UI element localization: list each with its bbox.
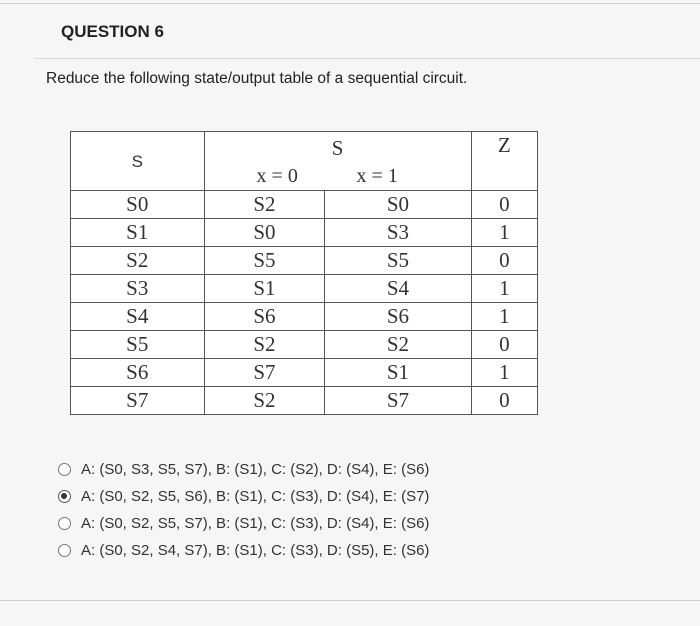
present-state-cell: S4 — [71, 303, 205, 331]
next-state-x1-cell: S1 — [325, 359, 471, 387]
output-cell: 1 — [471, 219, 537, 247]
output-cell: 1 — [471, 359, 537, 387]
table-row — [71, 387, 538, 415]
bottom-divider — [0, 600, 700, 601]
table-row — [71, 191, 538, 219]
radio-selected-icon[interactable] — [58, 490, 71, 503]
table-row — [71, 247, 538, 275]
next-state-x1-cell: S0 — [325, 191, 471, 219]
next-state-x1-cell: S2 — [325, 331, 471, 359]
next-state-x0-cell: S6 — [204, 303, 325, 331]
output-cell: 0 — [471, 387, 537, 415]
present-state-cell: S6 — [71, 359, 205, 387]
next-state-x0-cell: S7 — [204, 359, 325, 387]
state-output-table — [70, 131, 538, 415]
answer-option-label: A: (S0, S3, S5, S7), B: (S1), C: (S2), D: (S4), E: (S6) — [81, 461, 430, 478]
next-state-x1-cell: S3 — [325, 219, 471, 247]
table-row — [71, 219, 538, 247]
output-cell: 0 — [471, 191, 537, 219]
answer-options — [58, 456, 429, 564]
next-state-x1-cell: S6 — [325, 303, 471, 331]
answer-option[interactable] — [58, 483, 429, 510]
present-state-header: S — [71, 132, 205, 191]
table-row — [71, 303, 538, 331]
next-state-header: S — [331, 136, 344, 160]
output-cell: 0 — [471, 247, 537, 275]
next-state-x0-cell: S1 — [204, 275, 325, 303]
next-state-x0-cell: S2 — [204, 191, 325, 219]
x0-header: x = 0 — [256, 165, 298, 187]
question-prompt: Reduce the following state/output table of a sequential circuit. — [46, 70, 468, 87]
table-row — [71, 275, 538, 303]
question-title: QUESTION 6 — [61, 22, 164, 41]
next-state-x0-cell: S2 — [204, 387, 325, 415]
present-state-cell: S0 — [71, 191, 205, 219]
table-header-row — [71, 132, 538, 191]
output-cell: 0 — [471, 331, 537, 359]
radio-icon[interactable] — [58, 544, 71, 557]
output-header: Z — [471, 132, 537, 191]
answer-option[interactable] — [58, 456, 429, 483]
radio-icon[interactable] — [58, 463, 71, 476]
table-row — [71, 331, 538, 359]
next-state-x1-cell: S5 — [325, 247, 471, 275]
output-cell: 1 — [471, 275, 537, 303]
present-state-cell: S3 — [71, 275, 205, 303]
question-divider — [34, 58, 700, 59]
answer-option-label: A: (S0, S2, S5, S6), B: (S1), C: (S3), D: (S4), E: (S7) — [81, 488, 430, 505]
present-state-cell: S2 — [71, 247, 205, 275]
next-state-x0-cell: S5 — [204, 247, 325, 275]
present-state-cell: S5 — [71, 331, 205, 359]
next-state-x1-cell: S7 — [325, 387, 471, 415]
present-state-cell: S7 — [71, 387, 205, 415]
output-cell: 1 — [471, 303, 537, 331]
answer-option-label: A: (S0, S2, S4, S7), B: (S1), C: (S3), D: (S5), E: (S6) — [81, 542, 430, 559]
table-row — [71, 359, 538, 387]
next-state-x0-cell: S0 — [204, 219, 325, 247]
radio-icon[interactable] — [58, 517, 71, 530]
answer-option-label: A: (S0, S2, S5, S7), B: (S1), C: (S3), D: (S4), E: (S6) — [81, 515, 430, 532]
next-state-x0-cell: S2 — [204, 331, 325, 359]
x1-header: x = 1 — [356, 165, 398, 187]
answer-option[interactable] — [58, 510, 429, 537]
top-divider — [0, 3, 700, 4]
present-state-cell: S1 — [71, 219, 205, 247]
answer-option[interactable] — [58, 537, 429, 564]
next-state-header-group — [204, 132, 471, 191]
next-state-x1-cell: S4 — [325, 275, 471, 303]
